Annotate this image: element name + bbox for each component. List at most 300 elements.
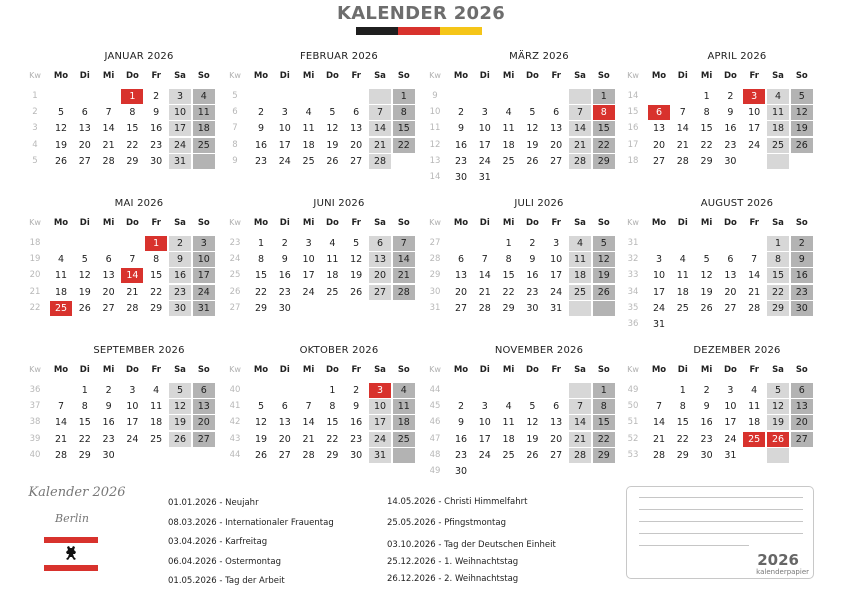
day-cell: 1 xyxy=(593,89,615,104)
weekday-label: Mi xyxy=(700,71,713,81)
day-cell: 17 xyxy=(748,123,761,135)
notes-line xyxy=(639,545,749,546)
week-number: 18 xyxy=(627,155,639,166)
weekday-label: Di xyxy=(279,71,290,81)
week-number: 43 xyxy=(229,433,241,444)
week-number: 40 xyxy=(229,385,241,395)
day-cell: 19 xyxy=(326,139,339,151)
day-cell: 8 xyxy=(593,105,615,120)
week-number: 30 xyxy=(429,286,441,297)
day-cell: 18 xyxy=(54,286,68,298)
day-cell: 9 xyxy=(727,107,734,119)
day-cell: 11 xyxy=(393,399,415,414)
holiday-entry: 06.04.2026 - Ostermontag xyxy=(168,556,281,567)
day-cell: 6 xyxy=(553,107,560,119)
day-cell: 7 xyxy=(679,107,686,119)
day-cell: 9 xyxy=(153,107,160,119)
day-cell: 6 xyxy=(648,105,670,120)
day-cell: 28 xyxy=(569,154,591,169)
day-cell: 13 xyxy=(102,270,115,282)
weekday-label: Mi xyxy=(700,365,713,375)
day-cell: 14 xyxy=(652,417,666,429)
day-cell: 19 xyxy=(54,139,68,151)
notes-brand: kalenderpapier xyxy=(756,568,809,576)
day-cell: 10 xyxy=(278,123,291,135)
day-cell: 23 xyxy=(791,285,813,300)
day-cell: 3 xyxy=(369,383,391,398)
day-cell: 28 xyxy=(478,302,491,314)
weekday-label: Di xyxy=(279,218,290,228)
holiday-entry: 03.04.2026 - Karfreitag xyxy=(168,537,268,547)
day-cell: 21 xyxy=(393,268,415,283)
weekday-label: Sa xyxy=(574,365,586,375)
weekday-label: Sa xyxy=(772,71,784,81)
day-cell: 11 xyxy=(676,270,689,282)
day-cell: 26 xyxy=(169,432,191,447)
day-cell: 15 xyxy=(78,417,91,429)
week-number: 11 xyxy=(429,123,441,134)
day-cell: 14 xyxy=(302,417,315,429)
day-cell: 4 xyxy=(57,254,65,266)
day-cell: 16 xyxy=(278,270,291,282)
week-number-header: Kw xyxy=(229,365,241,374)
weekday-label: So xyxy=(197,218,210,228)
weekday-label: Fr xyxy=(551,365,561,375)
day-cell: 21 xyxy=(652,433,666,445)
day-cell: 26 xyxy=(254,449,268,461)
month-name: NOVEMBER 2026 xyxy=(494,345,584,356)
week-number: 42 xyxy=(229,417,241,428)
weekday-label: Fr xyxy=(351,365,361,375)
day-cell: 6 xyxy=(105,254,112,266)
weekday-label: Mo xyxy=(253,365,269,375)
day-cell: 27 xyxy=(550,449,563,461)
day-cell: 24 xyxy=(126,433,139,445)
day-cell: 28 xyxy=(126,302,139,314)
day-cell: 16 xyxy=(350,417,363,429)
berlin-flag-top-stripe xyxy=(44,537,98,543)
day-cell: 20 xyxy=(550,433,563,445)
berlin-flag-bottom-stripe xyxy=(44,565,98,571)
day-cell: 16 xyxy=(169,268,191,283)
week-number: 17 xyxy=(627,139,639,150)
holiday-entry: 25.12.2026 - 1. Weihnachtstag xyxy=(387,557,519,567)
germany-flag-bar xyxy=(356,27,482,35)
day-cell: 21 xyxy=(302,433,315,445)
day-cell: 1 xyxy=(393,89,415,104)
weekday-label: Mo xyxy=(253,71,269,81)
day-cell: 10 xyxy=(550,254,563,266)
day-cell: 3 xyxy=(193,236,215,251)
weekday-label: Mi xyxy=(502,218,515,228)
day-cell: 16 xyxy=(150,123,163,135)
week-number: 5 xyxy=(232,91,238,101)
day-cell: 1 xyxy=(679,385,686,396)
day-cell: 9 xyxy=(281,254,288,266)
day-cell: 16 xyxy=(526,270,539,282)
day-cell: 22 xyxy=(393,138,415,153)
weekday-label: Sa xyxy=(374,365,386,375)
empty-weekend-cell xyxy=(767,154,789,169)
day-cell: 3 xyxy=(481,401,488,413)
weekday-label: Do xyxy=(325,365,339,375)
day-cell: 27 xyxy=(193,432,215,447)
day-cell: 16 xyxy=(254,139,268,151)
day-cell: 24 xyxy=(369,432,391,447)
month-name: JUNI 2026 xyxy=(313,198,365,209)
day-cell: 12 xyxy=(526,417,539,429)
day-cell: 27 xyxy=(550,155,563,167)
bear-icon xyxy=(64,545,78,563)
weekday-label: Fr xyxy=(151,365,161,375)
weekday-label: Sa xyxy=(772,365,784,375)
day-cell: 10 xyxy=(126,401,139,413)
weekday-label: So xyxy=(197,71,210,81)
weekday-label: Mo xyxy=(651,71,667,81)
weekday-label: Di xyxy=(677,71,688,81)
day-cell: 7 xyxy=(129,254,136,266)
day-cell: 25 xyxy=(326,286,339,298)
day-cell: 23 xyxy=(526,286,539,298)
empty-weekend-cell xyxy=(193,154,215,169)
weekday-label: Sa xyxy=(574,71,586,81)
day-cell: 12 xyxy=(254,417,268,429)
day-cell: 10 xyxy=(302,254,315,266)
day-cell: 1 xyxy=(505,238,512,249)
day-cell: 5 xyxy=(529,107,536,119)
week-number: 26 xyxy=(229,286,241,297)
week-number: 15 xyxy=(627,107,639,118)
month-block xyxy=(626,51,816,191)
day-cell: 2 xyxy=(153,91,160,102)
day-cell: 11 xyxy=(748,401,761,413)
day-cell: 21 xyxy=(676,139,689,151)
week-number: 9 xyxy=(432,91,438,101)
day-cell: 24 xyxy=(478,155,491,167)
holiday-entry: 03.10.2026 - Tag der Deutschen Einheit xyxy=(387,540,556,550)
day-cell: 8 xyxy=(679,401,686,413)
week-number: 49 xyxy=(627,385,639,395)
weekday-label: So xyxy=(795,71,808,81)
day-cell: 2 xyxy=(457,107,465,119)
weekday-header xyxy=(428,218,618,230)
day-cell: 31 xyxy=(478,172,491,183)
day-cell: 15 xyxy=(326,417,339,429)
week-number: 47 xyxy=(429,433,441,444)
week-number: 39 xyxy=(29,433,41,444)
notes-line xyxy=(639,497,803,498)
weekday-header xyxy=(28,218,218,230)
month-name: JANUAR 2026 xyxy=(104,51,174,62)
week-number: 24 xyxy=(229,254,241,265)
day-cell: 19 xyxy=(767,415,789,430)
day-cell: 1 xyxy=(145,236,167,251)
day-cell: 27 xyxy=(791,432,813,447)
day-cell: 13 xyxy=(193,399,215,414)
weekday-label: Sa xyxy=(174,71,186,81)
day-cell: 2 xyxy=(281,238,288,249)
week-number: 34 xyxy=(627,286,639,297)
day-cell: 27 xyxy=(78,155,91,167)
day-cell: 6 xyxy=(281,401,288,413)
day-cell: 8 xyxy=(767,252,789,267)
day-cell: 14 xyxy=(393,252,415,267)
week-number-header: Kw xyxy=(627,71,639,80)
weekday-label: Do xyxy=(125,365,139,375)
day-cell: 3 xyxy=(129,385,136,396)
day-cell: 23 xyxy=(724,139,737,151)
month-block xyxy=(626,198,816,338)
weekday-label: Mo xyxy=(651,218,667,228)
day-cell: 4 xyxy=(767,89,789,104)
day-cell: 26 xyxy=(526,155,539,167)
notes-line xyxy=(639,521,803,522)
day-cell: 11 xyxy=(502,417,515,429)
day-cell: 28 xyxy=(102,155,115,167)
day-cell: 19 xyxy=(169,415,191,430)
day-cell: 26 xyxy=(54,155,68,167)
day-cell: 14 xyxy=(569,415,591,430)
day-cell: 11 xyxy=(54,270,68,282)
day-cell: 20 xyxy=(652,139,666,151)
notes-line xyxy=(639,509,803,510)
day-cell: 29 xyxy=(676,449,689,461)
day-cell: 18 xyxy=(393,415,415,430)
weekday-label: Mi xyxy=(102,365,115,375)
day-cell: 4 xyxy=(751,385,758,396)
week-number: 45 xyxy=(429,401,441,412)
day-cell: 20 xyxy=(350,139,363,151)
day-cell: 21 xyxy=(748,286,761,298)
week-number: 25 xyxy=(229,270,241,281)
weekday-label: Fr xyxy=(749,218,759,228)
day-cell: 7 xyxy=(369,105,391,120)
day-cell: 24 xyxy=(550,286,563,298)
day-cell: 13 xyxy=(724,270,737,282)
day-cell: 31 xyxy=(169,154,191,169)
notes-line xyxy=(639,533,803,534)
weekday-header xyxy=(228,218,418,230)
day-cell: 11 xyxy=(569,252,591,267)
calendar-title: KALENDER 2026 xyxy=(336,3,506,24)
day-cell: 20 xyxy=(724,286,737,298)
day-cell: 9 xyxy=(703,401,710,413)
weekday-label: Fr xyxy=(351,218,361,228)
day-cell: 23 xyxy=(454,155,468,167)
weekday-header xyxy=(428,365,618,377)
day-cell: 22 xyxy=(254,286,268,298)
day-cell: 14 xyxy=(121,268,143,283)
day-cell: 30 xyxy=(169,301,191,316)
weekday-label: Fr xyxy=(351,71,361,81)
day-cell: 8 xyxy=(129,107,136,119)
day-cell: 6 xyxy=(353,107,360,119)
week-number-header: Kw xyxy=(29,218,41,227)
week-number-header: Kw xyxy=(627,365,639,374)
month-name: JULI 2026 xyxy=(514,198,564,209)
day-cell: 2 xyxy=(105,385,112,396)
weekday-label: Sa xyxy=(374,71,386,81)
day-cell: 16 xyxy=(454,433,468,445)
week-number: 19 xyxy=(29,254,41,265)
month-name: DEZEMBER 2026 xyxy=(693,345,781,356)
day-cell: 8 xyxy=(703,107,710,119)
empty-weekend-cell xyxy=(569,383,591,398)
weekday-label: Di xyxy=(677,218,688,228)
day-cell: 6 xyxy=(457,254,465,266)
day-cell: 18 xyxy=(502,139,515,151)
day-cell: 25 xyxy=(502,155,515,167)
weekday-label: Mi xyxy=(502,365,515,375)
weekday-header xyxy=(228,365,418,377)
day-cell: 13 xyxy=(369,252,391,267)
day-cell: 21 xyxy=(369,138,391,153)
week-number-header: Kw xyxy=(29,365,41,374)
weekday-label: Di xyxy=(677,365,688,375)
day-cell: 17 xyxy=(478,433,491,445)
day-cell: 21 xyxy=(102,139,115,151)
day-cell: 18 xyxy=(502,433,515,445)
day-cell: 26 xyxy=(593,285,615,300)
weekday-label: Mo xyxy=(651,365,667,375)
weekday-label: So xyxy=(795,218,808,228)
weekday-label: Mo xyxy=(53,71,69,81)
week-number: 23 xyxy=(229,238,241,248)
weekday-label: So xyxy=(397,218,410,228)
day-cell: 29 xyxy=(700,155,713,167)
empty-weekend-cell xyxy=(593,301,615,316)
weekday-label: Mo xyxy=(453,218,469,228)
weekday-label: Di xyxy=(479,71,490,81)
week-number: 32 xyxy=(627,254,639,265)
week-number-header: Kw xyxy=(429,218,441,227)
day-cell: 20 xyxy=(78,139,91,151)
week-number: 7 xyxy=(232,123,238,134)
month-block xyxy=(626,345,816,485)
week-number: 9 xyxy=(232,155,238,166)
day-cell: 29 xyxy=(593,448,615,463)
holiday-entry: 25.05.2026 - Pfingstmontag xyxy=(387,518,506,528)
day-cell: 26 xyxy=(326,155,339,167)
weekday-label: Di xyxy=(279,365,290,375)
day-cell: 30 xyxy=(454,466,468,477)
week-number: 44 xyxy=(229,449,241,460)
day-cell: 1 xyxy=(81,385,88,396)
day-cell: 6 xyxy=(791,383,813,398)
day-cell: 3 xyxy=(743,89,765,104)
day-cell: 14 xyxy=(748,270,761,282)
day-cell: 8 xyxy=(81,401,88,413)
holiday-entry: 26.12.2026 - 2. Weihnachtstag xyxy=(387,574,519,584)
day-cell: 9 xyxy=(457,417,465,429)
weekday-label: Sa xyxy=(374,218,386,228)
day-cell: 24 xyxy=(478,449,491,461)
day-cell: 25 xyxy=(50,301,72,316)
day-cell: 13 xyxy=(550,417,563,429)
weekday-label: Do xyxy=(723,71,737,81)
day-cell: 26 xyxy=(700,302,713,314)
day-cell: 3 xyxy=(727,385,734,396)
holiday-entry: 01.05.2026 - Tag der Arbeit xyxy=(168,576,285,586)
week-number: 22 xyxy=(29,302,41,313)
week-number: 31 xyxy=(429,302,441,313)
day-cell: 28 xyxy=(302,449,315,461)
day-cell: 19 xyxy=(593,268,615,283)
week-number: 2 xyxy=(32,107,38,118)
month-name: MÄRZ 2026 xyxy=(509,51,569,62)
day-cell: 22 xyxy=(150,286,163,298)
day-cell: 12 xyxy=(350,254,363,266)
day-cell: 8 xyxy=(505,254,512,266)
weekday-label: So xyxy=(197,365,210,375)
day-cell: 26 xyxy=(767,432,789,447)
day-cell: 17 xyxy=(652,286,666,298)
week-number: 10 xyxy=(429,107,441,118)
day-cell: 18 xyxy=(302,139,315,151)
day-cell: 13 xyxy=(550,123,563,135)
day-cell: 26 xyxy=(526,449,539,461)
weekday-label: So xyxy=(597,218,610,228)
day-cell: 10 xyxy=(478,123,491,135)
day-cell: 12 xyxy=(78,270,91,282)
day-cell: 29 xyxy=(78,449,91,461)
day-cell: 9 xyxy=(457,123,465,135)
holiday-entry: 08.03.2026 - Internationaler Frauentag xyxy=(168,517,334,528)
weekday-label: Mo xyxy=(453,71,469,81)
week-number: 44 xyxy=(429,385,441,395)
day-cell: 14 xyxy=(676,123,689,135)
day-cell: 5 xyxy=(529,401,536,413)
day-cell: 10 xyxy=(169,105,191,120)
day-cell: 22 xyxy=(502,286,515,298)
day-cell: 23 xyxy=(700,433,713,445)
day-cell: 8 xyxy=(393,105,415,120)
day-cell: 18 xyxy=(193,121,215,136)
day-cell: 7 xyxy=(305,401,312,413)
day-cell: 2 xyxy=(169,236,191,251)
day-cell: 14 xyxy=(54,417,68,429)
day-cell: 5 xyxy=(81,254,88,266)
weekday-label: Mo xyxy=(53,218,69,228)
day-cell: 19 xyxy=(791,121,813,136)
holiday-entry: 01.01.2026 - Neujahr xyxy=(168,498,259,508)
day-cell: 20 xyxy=(278,433,291,445)
weekday-label: So xyxy=(795,365,808,375)
week-number: 46 xyxy=(429,417,441,428)
day-cell: 3 xyxy=(553,238,560,249)
week-number: 37 xyxy=(29,401,41,412)
day-cell: 17 xyxy=(724,417,737,429)
day-cell: 6 xyxy=(369,236,391,251)
month-block xyxy=(28,51,218,191)
weekday-label: Di xyxy=(79,71,90,81)
day-cell: 22 xyxy=(700,139,713,151)
weekday-label: Do xyxy=(525,71,539,81)
day-cell: 29 xyxy=(502,302,515,314)
notes-box xyxy=(626,486,814,579)
day-cell: 5 xyxy=(329,107,336,119)
day-cell: 18 xyxy=(326,270,339,282)
week-number: 31 xyxy=(627,238,639,248)
day-cell: 13 xyxy=(350,123,363,135)
day-cell: 16 xyxy=(700,417,713,429)
day-cell: 31 xyxy=(724,449,737,461)
week-number: 12 xyxy=(429,139,441,150)
day-cell: 17 xyxy=(126,417,139,429)
day-cell: 21 xyxy=(478,286,491,298)
footer-city: Berlin xyxy=(55,512,89,525)
day-cell: 15 xyxy=(767,268,789,283)
